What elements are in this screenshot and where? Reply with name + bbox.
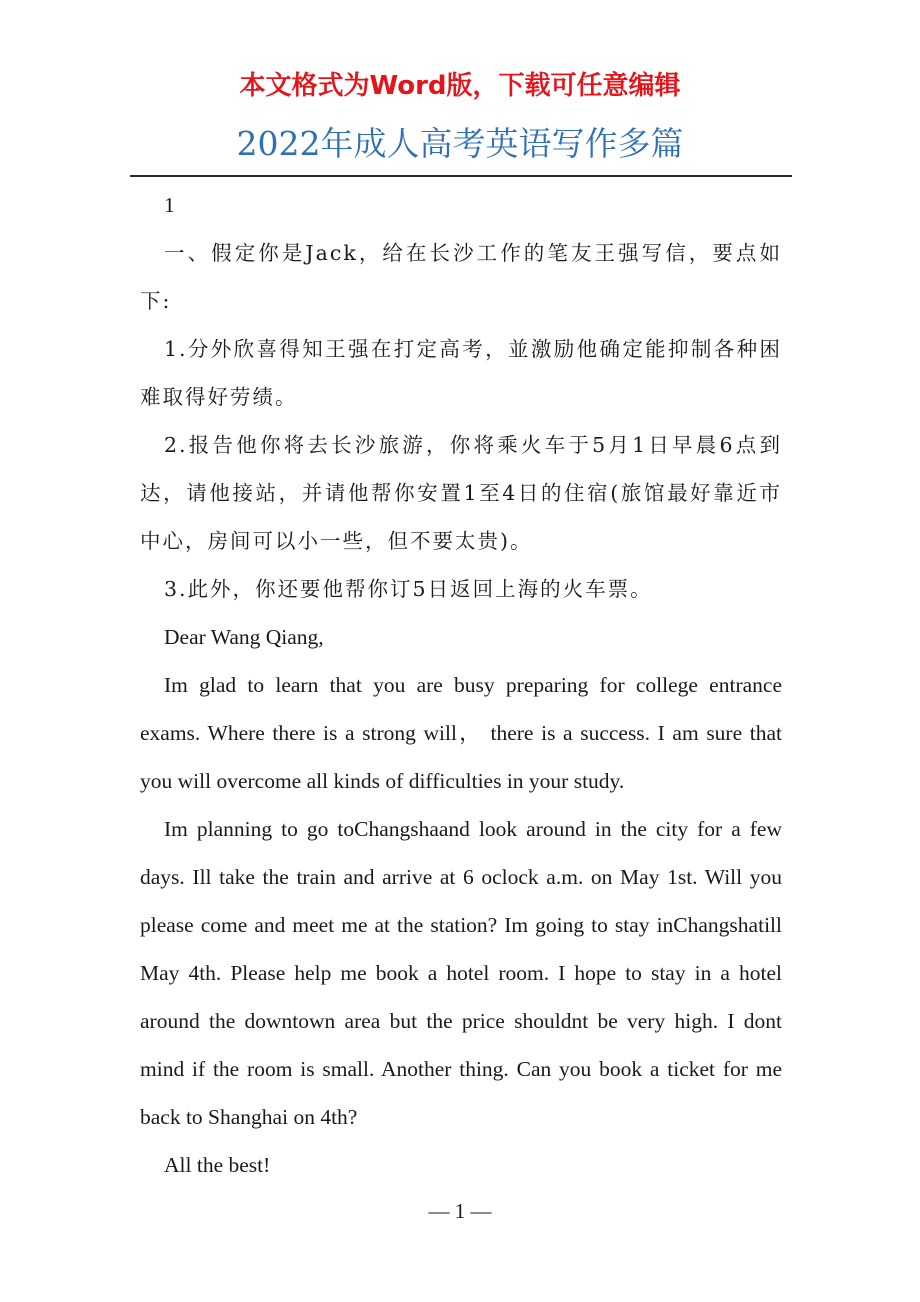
task-point-3: 3.此外，你还要他帮你订5日返回上海的火车票。: [164, 577, 653, 601]
title-divider: [130, 175, 792, 177]
task-point-2: 2.报告他你将去长沙旅游，你将乘火车于5月1日早晨6点到达，请他接站，并请他帮你安置1至4日的住宿(旅馆最好靠近市中心，房间可以小一些，但不要太贵)。: [140, 433, 782, 553]
task-point-1: 1.分外欣喜得知王强在打定高考，並激励他确定能抑制各种困难取得好劳绩。: [140, 337, 782, 409]
page-number: — 1 —: [428, 1199, 492, 1223]
letter-salutation: Dear Wang Qiang,: [164, 625, 324, 649]
task-intro: 一、假定你是Jack，给在长沙工作的笔友王强写信，要点如下:: [140, 241, 782, 313]
letter-paragraph-1: Im glad to learn that you are busy preparing for college entrance exams. Where there is a strong will， there is a success. I am sure that you will overcome all kinds of difficulties in your study.: [140, 673, 782, 793]
letter-paragraph-2: Im planning to go toChangshaand look around in the city for a few days. Ill take the train and arrive at 6 oclock a.m. on May 1st. Will you please come and meet me at the station? Im going to stay inChangshatill May 4th. Please help me book a hotel room. I hope to stay in a hotel around the downtown area but the price shouldnt be very high. I dont mind if the room is small. Another thing. Can you book a ticket for me back to Shanghai on 4th?: [140, 817, 782, 1129]
section-number: 1: [164, 193, 175, 217]
letter-closing: All the best!: [164, 1153, 271, 1177]
document-body: [140, 181, 782, 1189]
document-title: 2022年成人高考英语写作多篇: [236, 124, 684, 163]
format-notice-banner: 本文格式为Word版，下载可任意编辑: [239, 71, 681, 101]
